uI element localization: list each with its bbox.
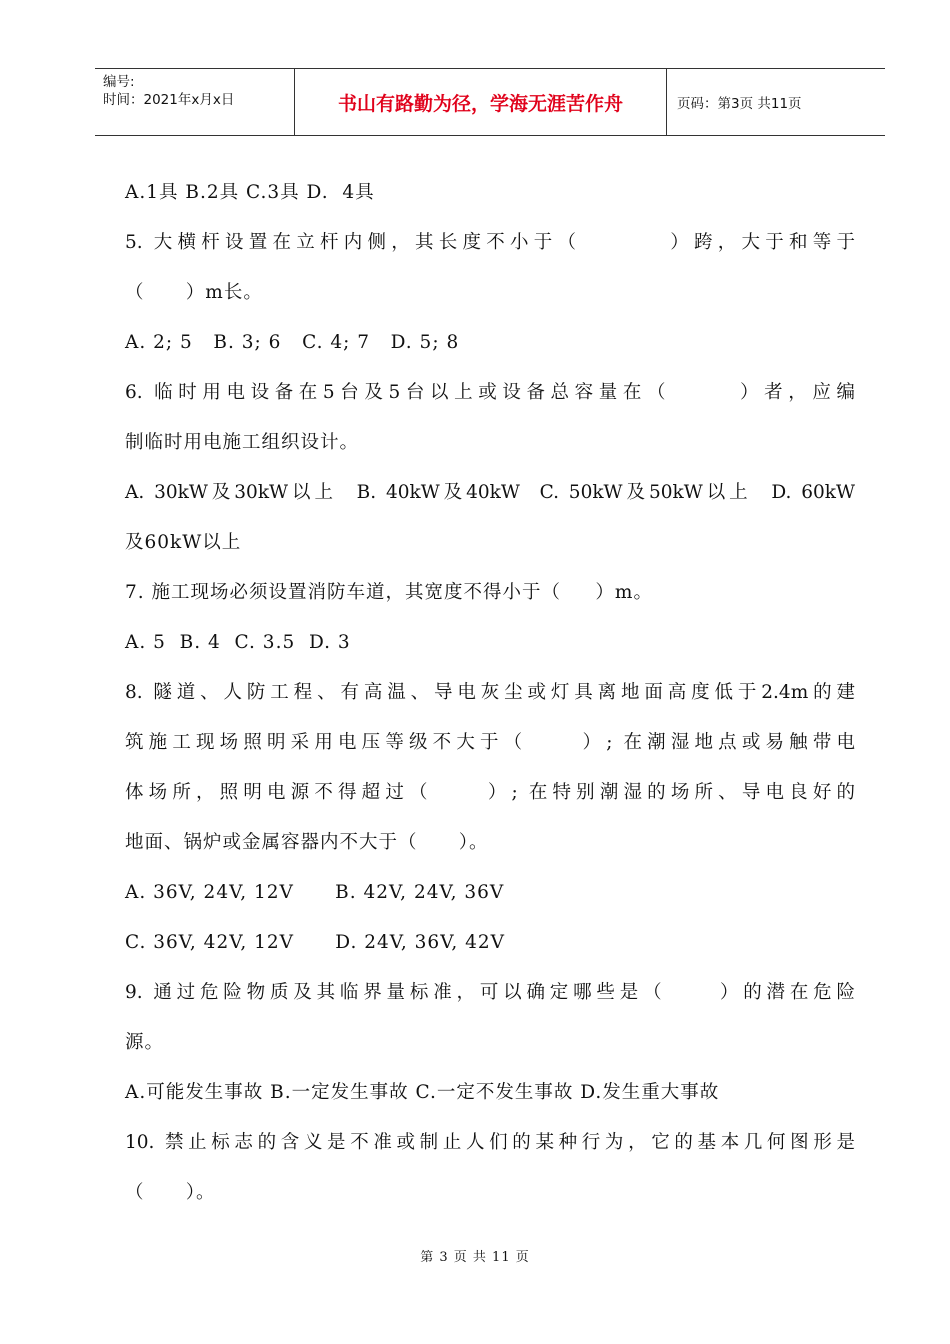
- question-7-options: A. 5 B. 4 C. 3.5 D. 3: [125, 632, 351, 653]
- question-8-stem-cont: 体场所，照明电源不得超过（ ）; 在特别潮湿的场所、导电良好的: [125, 782, 855, 803]
- question-6-options: A. 30kW及30kW以上 B. 40kW及40kW C. 50kW及50kW以上 D. 60kW: [125, 482, 855, 503]
- page-info: 页码：第3页 共11页: [677, 96, 802, 112]
- time-label: 时间：2021年x月x日: [103, 92, 235, 108]
- code-label: 编号:: [103, 74, 135, 90]
- question-5-stem: 5. 大横杆设置在立杆内侧，其长度不小于（ ）跨，大于和等于: [125, 232, 855, 253]
- question-9-stem: 9. 通过危险物质及其临界量标准，可以确定哪些是（ ）的潜在危险: [125, 982, 855, 1003]
- question-9-options: A.可能发生事故 B.一定发生事故 C.一定不发生事故 D.发生重大事故: [125, 1082, 720, 1103]
- question-8-stem: 8. 隧道、人防工程、有高温、导电灰尘或灯具离地面高度低于2.4m的建: [125, 682, 855, 703]
- question-7-stem: 7. 施工现场必须设置消防车道，其宽度不得小于（ ）m。: [125, 582, 653, 603]
- question-9-stem-cont: 源。: [125, 1032, 165, 1053]
- page-header: [95, 68, 885, 136]
- question-8-options: A. 36V, 24V, 12V B. 42V, 24V, 36V: [125, 882, 505, 903]
- header-meta: [95, 69, 295, 135]
- question-8-stem-cont: 地面、锅炉或金属容器内不大于（ ）。: [125, 832, 489, 853]
- question-option-line: A.1具 B.2具 C.3具 D. 4具: [125, 182, 375, 203]
- question-8-stem-cont: 筑施工现场照明采用电压等级不大于（ ）; 在潮湿地点或易触带电: [125, 732, 855, 753]
- question-6-stem-cont: 制临时用电施工组织设计。: [125, 432, 360, 453]
- question-10-stem: 10. 禁止标志的含义是不准或制止人们的某种行为，它的基本几何图形是: [125, 1132, 855, 1153]
- question-8-options: C. 36V, 42V, 12V D. 24V, 36V, 42V: [125, 932, 505, 953]
- question-10-stem-cont: （ ）。: [125, 1182, 216, 1203]
- question-5-stem-cont: （ ）m长。: [125, 282, 263, 303]
- document-body: [125, 168, 855, 1218]
- motto-banner: 书山有路勤为径，学海无涯苦作舟: [295, 69, 667, 135]
- question-5-options: A. 2; 5 B. 3; 6 C. 4; 7 D. 5; 8: [125, 332, 460, 353]
- question-6-stem: 6. 临时用电设备在5台及5台以上或设备总容量在（ ）者，应编: [125, 382, 855, 403]
- question-6-options-cont: 及60kW以上: [125, 532, 242, 553]
- page-footer: 第 3 页 共 11 页: [420, 1250, 530, 1265]
